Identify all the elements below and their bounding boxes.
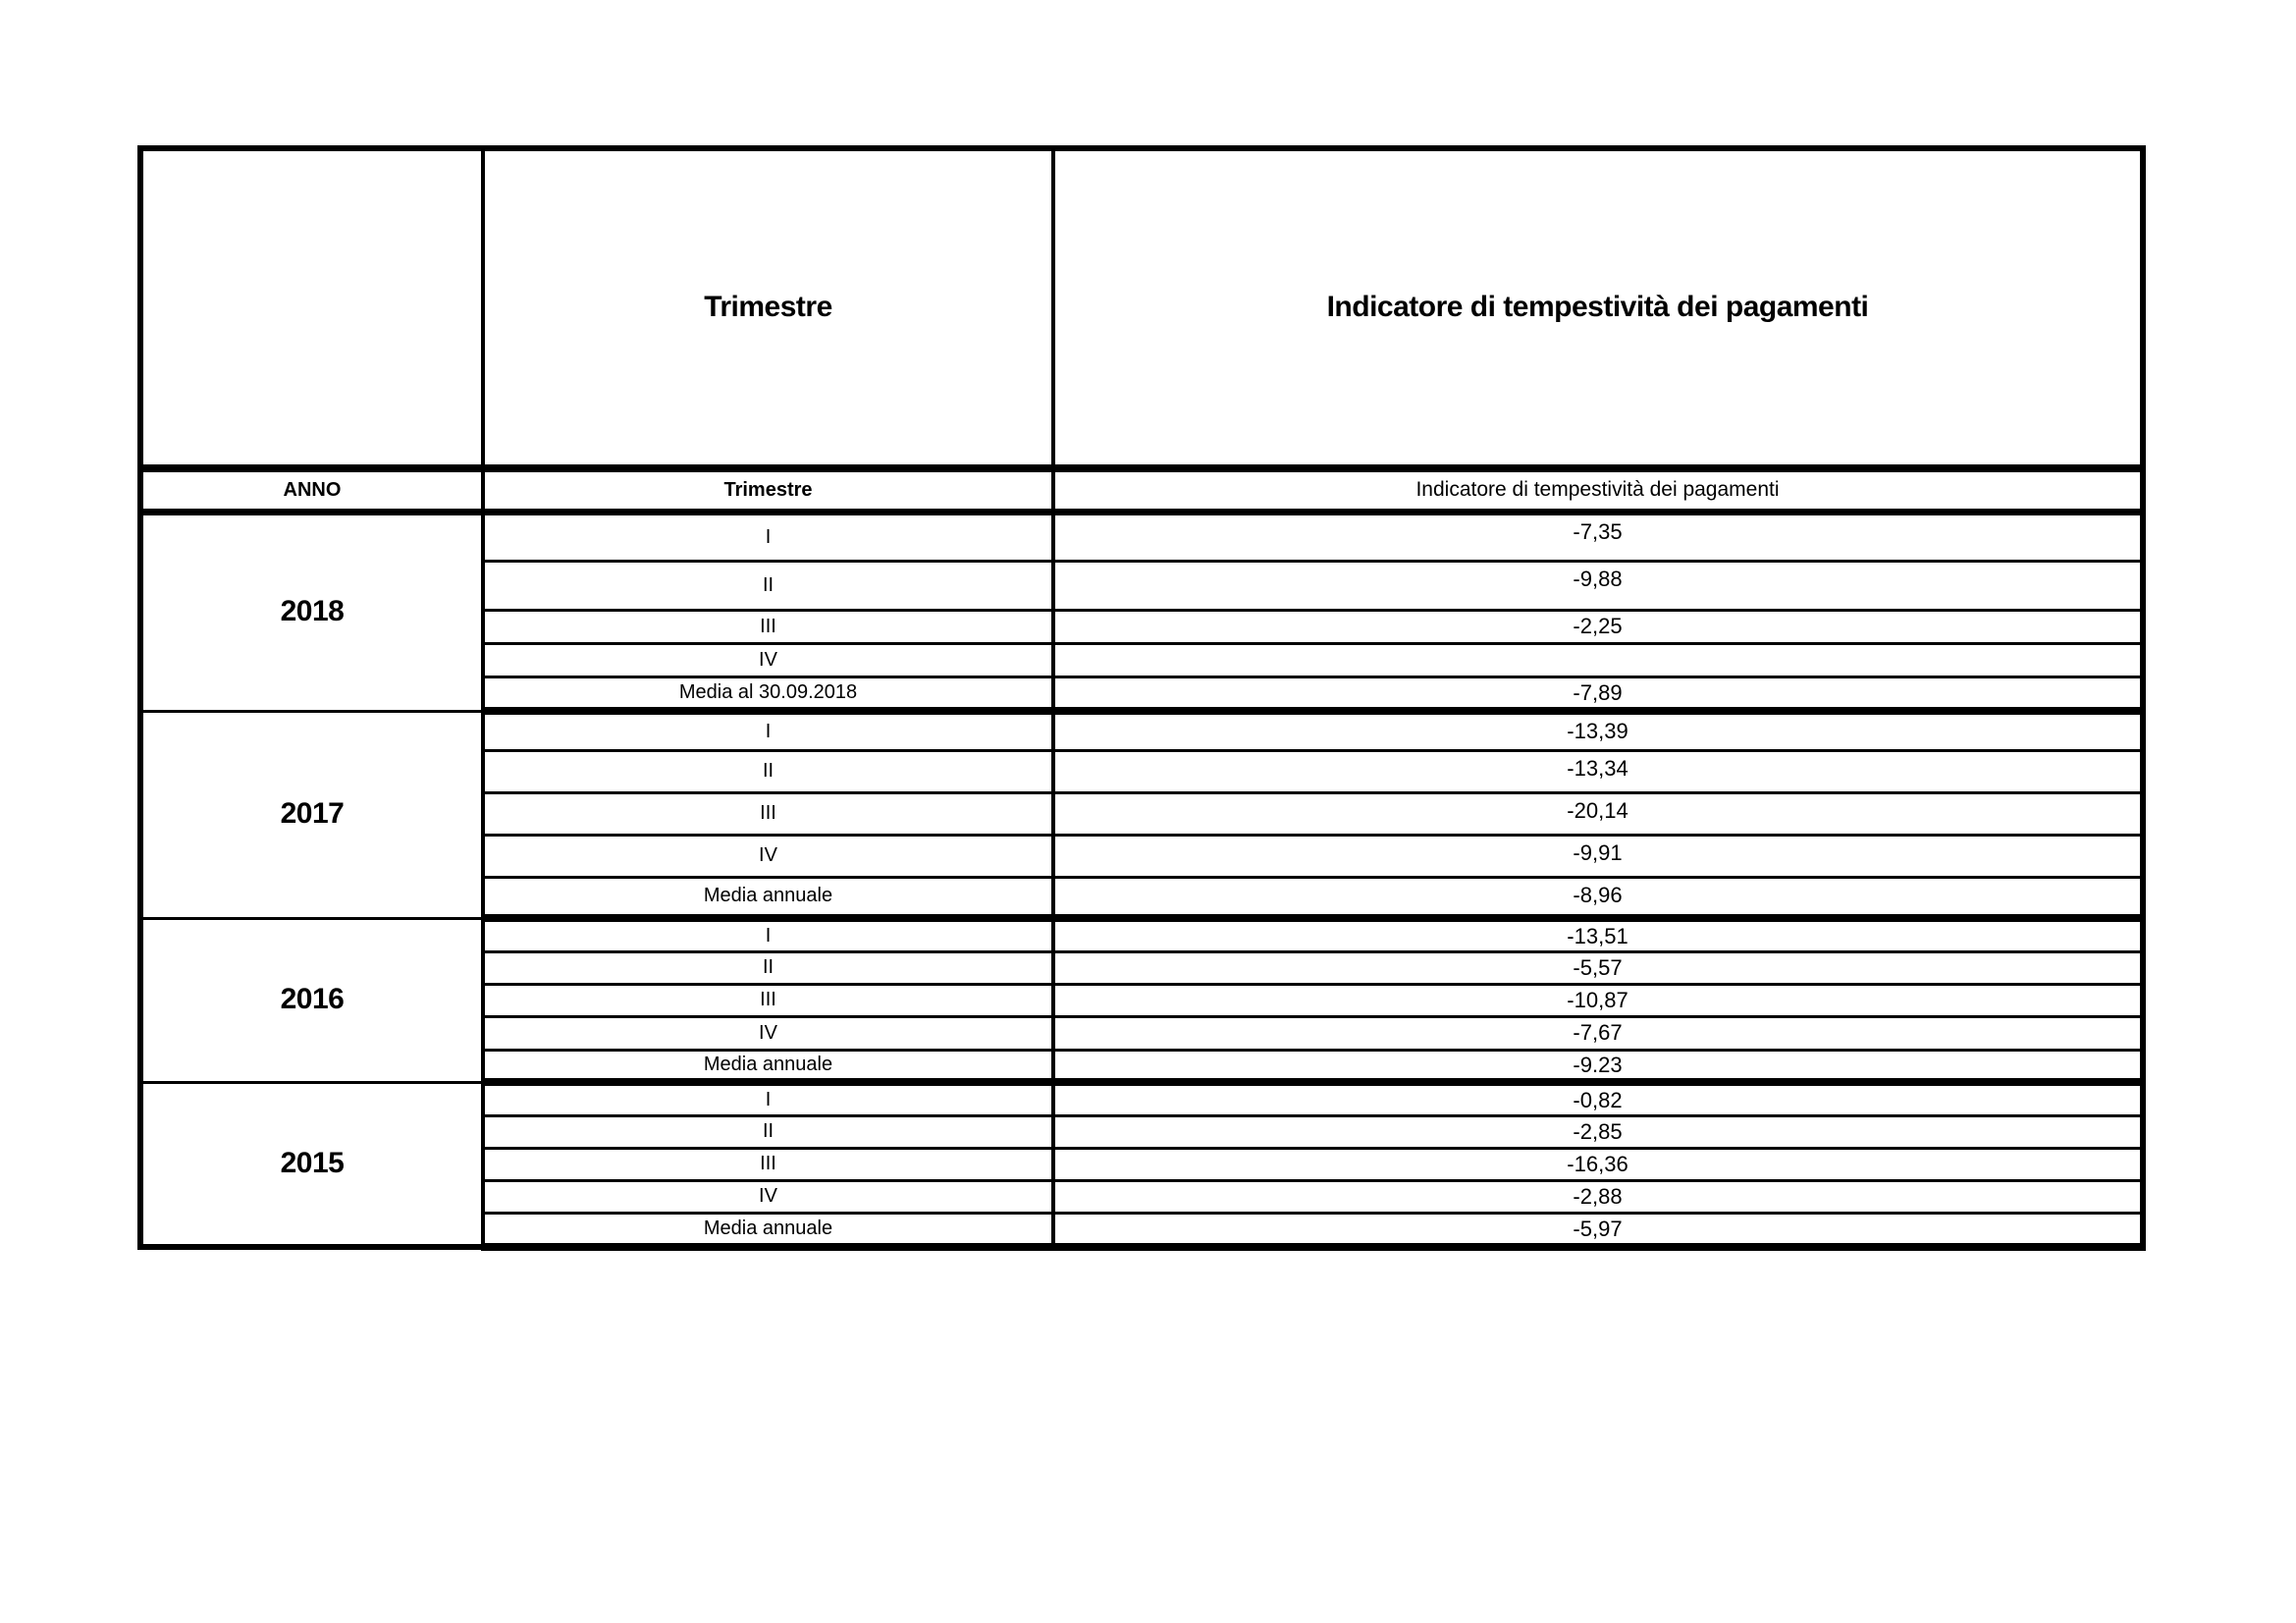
year-cell-2018: 2018 <box>140 512 483 711</box>
value-cell: -8,96 <box>1053 877 2143 918</box>
subheader-anno: ANNO <box>140 468 483 512</box>
value-cell: -13,34 <box>1053 750 2143 792</box>
trimestre-cell: IV <box>483 835 1053 877</box>
trimestre-cell: Media annuale <box>483 1050 1053 1082</box>
trimestre-cell: IV <box>483 1016 1053 1050</box>
table-row <box>140 1082 2143 1115</box>
value-cell: -2,25 <box>1053 610 2143 643</box>
trimestre-cell: Media annuale <box>483 1213 1053 1247</box>
trimestre-cell: IV <box>483 643 1053 676</box>
subheader-indicatore: Indicatore di tempestività dei pagamenti <box>1053 468 2143 512</box>
trimestre-cell: IV <box>483 1180 1053 1213</box>
value-cell: -20,14 <box>1053 792 2143 835</box>
table-subheader-row <box>140 468 2143 512</box>
table-header-row <box>140 148 2143 468</box>
value-cell: -9,88 <box>1053 561 2143 610</box>
value-cell <box>1053 643 2143 676</box>
trimestre-cell: III <box>483 1148 1053 1180</box>
trimestre-cell: II <box>483 1115 1053 1148</box>
trimestre-cell: I <box>483 918 1053 951</box>
trimestre-cell: I <box>483 711 1053 750</box>
value-cell: -2,85 <box>1053 1115 2143 1148</box>
header-trimestre: Trimestre <box>483 148 1053 468</box>
value-cell: -7,67 <box>1053 1016 2143 1050</box>
trimestre-cell: II <box>483 561 1053 610</box>
year-cell-2015: 2015 <box>140 1082 483 1247</box>
value-cell: -0,82 <box>1053 1082 2143 1115</box>
trimestre-cell: I <box>483 1082 1053 1115</box>
table-row <box>140 711 2143 750</box>
trimestre-cell: III <box>483 792 1053 835</box>
value-cell: -13,51 <box>1053 918 2143 951</box>
payments-timeliness-table <box>137 145 2146 1251</box>
value-cell: -5,97 <box>1053 1213 2143 1247</box>
table-row <box>140 918 2143 951</box>
year-cell-2017: 2017 <box>140 711 483 918</box>
value-cell: -9,91 <box>1053 835 2143 877</box>
value-cell: -13,39 <box>1053 711 2143 750</box>
value-cell: -2,88 <box>1053 1180 2143 1213</box>
trimestre-cell: Media annuale <box>483 877 1053 918</box>
trimestre-cell: Media al 30.09.2018 <box>483 676 1053 711</box>
table-row <box>140 512 2143 561</box>
header-empty-cell <box>140 148 483 468</box>
value-cell: -16,36 <box>1053 1148 2143 1180</box>
trimestre-cell: III <box>483 984 1053 1016</box>
year-cell-2016: 2016 <box>140 918 483 1082</box>
value-cell: -7,89 <box>1053 676 2143 711</box>
trimestre-cell: I <box>483 512 1053 561</box>
trimestre-cell: II <box>483 951 1053 984</box>
header-indicatore: Indicatore di tempestività dei pagamenti <box>1053 148 2143 468</box>
value-cell: -9.23 <box>1053 1050 2143 1082</box>
trimestre-cell: II <box>483 750 1053 792</box>
value-cell: -5,57 <box>1053 951 2143 984</box>
trimestre-cell: III <box>483 610 1053 643</box>
value-cell: -10,87 <box>1053 984 2143 1016</box>
value-cell: -7,35 <box>1053 512 2143 561</box>
subheader-trimestre: Trimestre <box>483 468 1053 512</box>
